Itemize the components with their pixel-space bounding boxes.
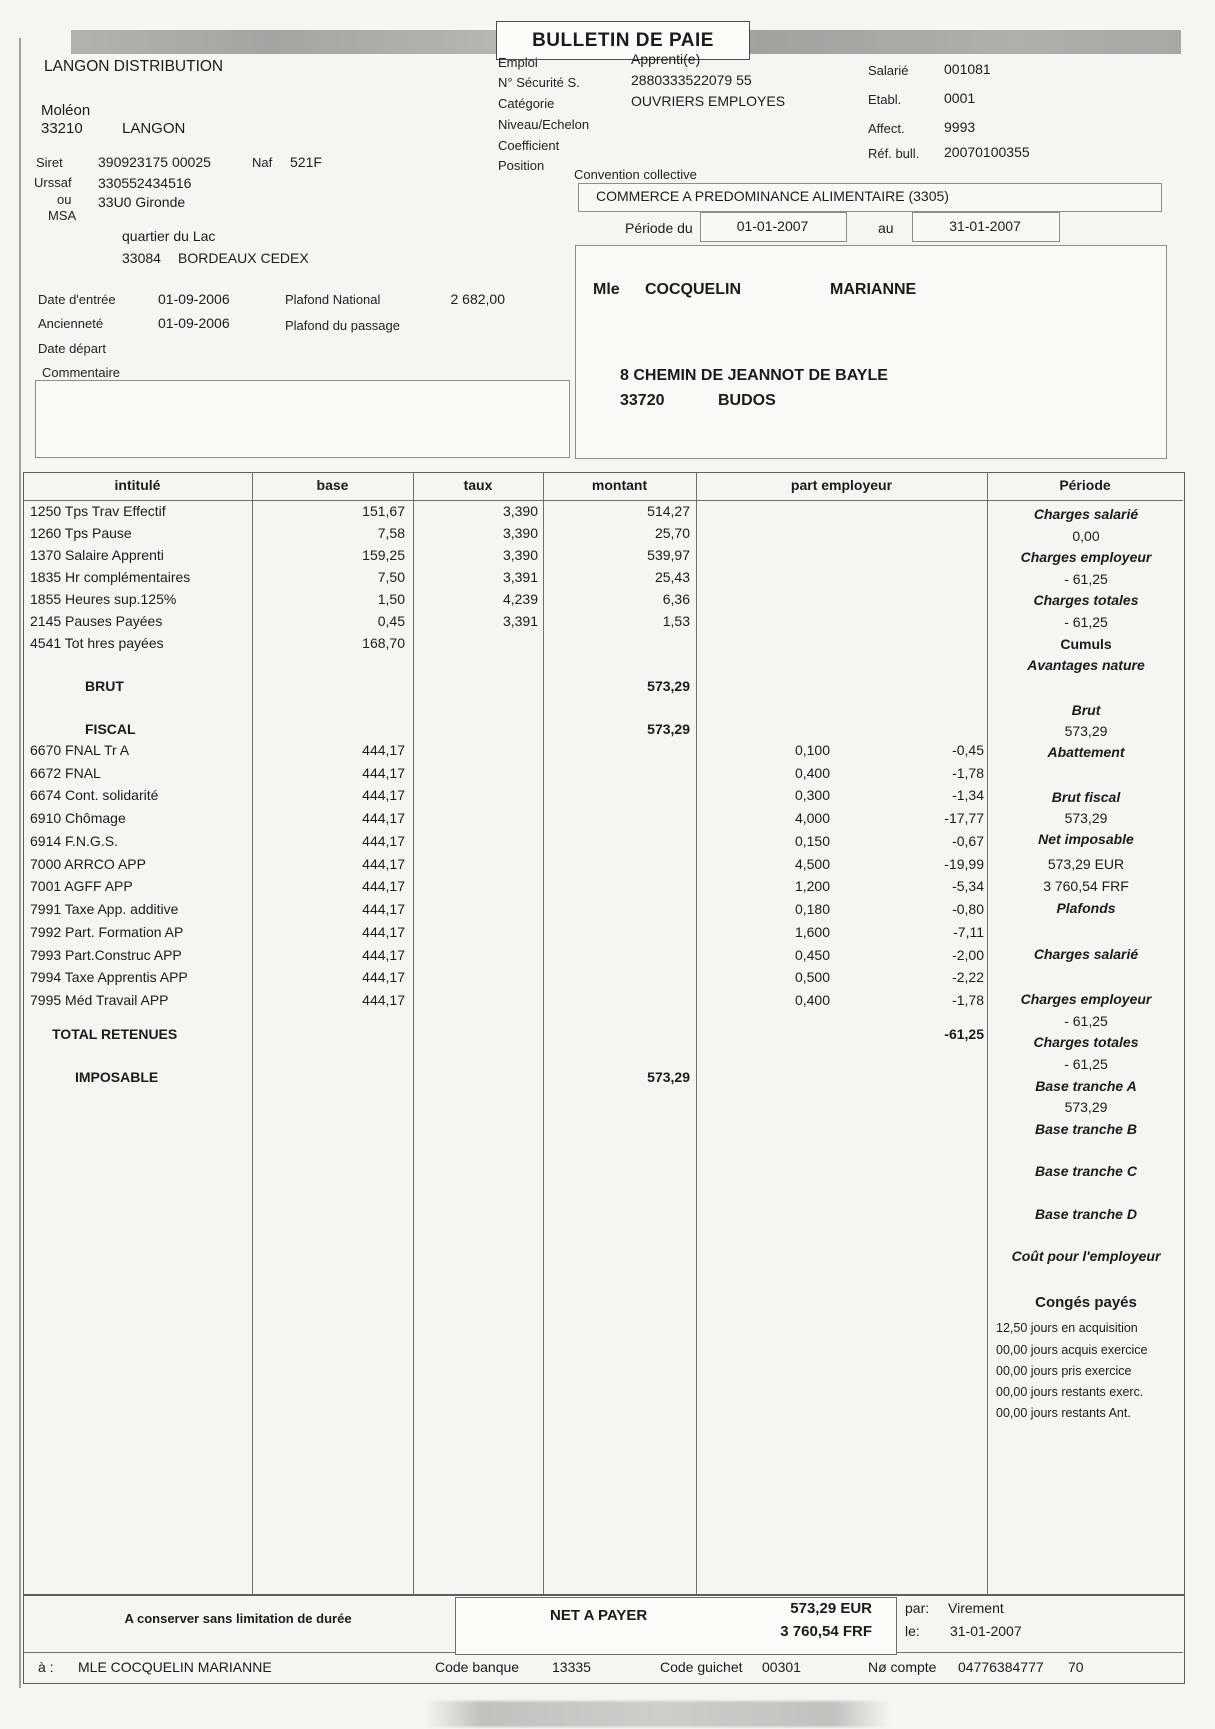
row-pe-montant: -1,34 <box>952 787 984 803</box>
periode-col-item: Cumuls <box>1060 636 1112 652</box>
commentaire-box <box>35 380 570 458</box>
periode-col-item: Plafonds <box>1056 900 1116 916</box>
row-pe-montant: -5,34 <box>952 878 984 894</box>
table-row <box>0 765 1215 784</box>
periode-col-item: - 61,25 <box>1064 571 1108 587</box>
code-guichet-label: Code guichet <box>660 1659 743 1675</box>
row-pe-montant: -7,11 <box>953 924 984 940</box>
row-base: 444,17 <box>362 901 405 917</box>
emploi-label: Emploi <box>498 55 538 70</box>
periode-col-item: Base tranche B <box>1035 1121 1137 1137</box>
urssaf-value: 330552434516 <box>98 175 192 191</box>
periode-col-item: 573,29 EUR <box>1047 856 1125 872</box>
siret-label: Siret <box>36 155 63 170</box>
row-pe-montant: -19,99 <box>944 856 984 872</box>
employer-name: LANGON DISTRIBUTION <box>44 58 224 75</box>
row-pe-montant: -0,80 <box>952 901 984 917</box>
row-pe-taux: 0,400 <box>794 765 830 781</box>
plafond-passage-label: Plafond du passage <box>285 318 400 333</box>
row-pe-montant: -17,77 <box>944 810 984 826</box>
row-label: 7994 Taxe Apprentis APP <box>30 969 188 985</box>
position-label: Position <box>498 158 545 173</box>
row-base: 444,17 <box>362 787 405 803</box>
office-city: BORDEAUX CEDEX <box>178 250 309 266</box>
row-label: 6914 F.N.G.S. <box>30 833 118 849</box>
row-pe-taux: 4,500 <box>794 856 830 872</box>
periode-col-item: Charges salarié <box>1033 946 1139 962</box>
row-pe-taux: 1,600 <box>794 924 830 940</box>
entree-value: 01-09-2006 <box>158 291 230 307</box>
convention-label: Convention collective <box>574 167 697 182</box>
periode-col-item: Abattement <box>1047 744 1125 760</box>
table-header-line <box>23 500 1183 501</box>
depart-label: Date départ <box>38 341 106 356</box>
employee-civility: Mle <box>593 281 620 298</box>
total-retenues-label: TOTAL RETENUES <box>52 1026 178 1042</box>
periode-col-item: 0,00 <box>1072 528 1100 544</box>
brut-montant: 573,29 <box>647 678 690 694</box>
periode-col-item: 3 760,54 FRF <box>1043 878 1129 894</box>
row-label: 6670 FNAL Tr A <box>30 742 130 758</box>
col-header-montant: montant <box>591 477 648 493</box>
par-label: par: <box>905 1600 930 1616</box>
row-base: 7,50 <box>377 569 405 585</box>
periode-col-item: - 61,25 <box>1064 1056 1108 1072</box>
row-montant: 539,97 <box>647 547 690 563</box>
row-montant: 25,70 <box>654 525 690 541</box>
row-base: 444,17 <box>362 742 405 758</box>
row-base: 444,17 <box>362 810 405 826</box>
employee-last-name: COCQUELIN <box>645 281 741 298</box>
periode-col-item: Avantages nature <box>1027 657 1145 673</box>
entree-label: Date d'entrée <box>38 292 116 307</box>
compte-cle-value: 70 <box>1068 1659 1084 1675</box>
par-value: Virement <box>948 1600 1004 1616</box>
row-label: 7001 AGFF APP <box>30 878 133 894</box>
periode-col-item: Base tranche C <box>1035 1163 1137 1179</box>
fiscal-montant: 573,29 <box>647 721 690 737</box>
row-base: 444,17 <box>362 992 405 1008</box>
periode-col-item: Coût pour l'employeur <box>1011 1248 1161 1264</box>
row-base: 444,17 <box>362 947 405 963</box>
periode-col-item: - 61,25 <box>1064 614 1108 630</box>
row-montant: 514,27 <box>647 503 690 519</box>
row-label: 6910 Chômage <box>30 810 126 826</box>
coefficient-label: Coefficient <box>498 138 560 153</box>
row-base: 444,17 <box>362 969 405 985</box>
etabl-value: 0001 <box>944 90 976 106</box>
niveau-label: Niveau/Echelon <box>498 117 590 132</box>
imposable-label: IMPOSABLE <box>75 1069 159 1085</box>
ref-bull-label: Réf. bull. <box>868 146 920 161</box>
periode-col-item: Brut fiscal <box>1051 789 1121 805</box>
row-pe-taux: 0,500 <box>794 969 830 985</box>
total-retenues-montant: -61,25 <box>944 1026 984 1042</box>
row-base: 444,17 <box>362 856 405 872</box>
fiscal-label: FISCAL <box>85 721 136 737</box>
row-pe-taux: 0,100 <box>794 742 830 758</box>
conges-line: 00,00 jours restants exerc. <box>996 1385 1144 1399</box>
le-value: 31-01-2007 <box>950 1623 1022 1639</box>
col-header-part-employeur: part employeur <box>790 477 893 493</box>
net-eur-value: 573,29 EUR <box>790 1600 872 1617</box>
emploi-value: Apprenti(e) <box>631 51 701 67</box>
employer-street: Moléon <box>41 102 91 119</box>
conges-line: 00,00 jours acquis exercice <box>996 1343 1148 1357</box>
col-header-taux: taux <box>463 477 493 493</box>
table-row <box>0 924 1215 943</box>
employee-city: BUDOS <box>718 392 776 409</box>
row-montant: 6,36 <box>662 591 690 607</box>
row-label: 4541 Tot hres payées <box>30 635 164 651</box>
row-pe-montant: -1,78 <box>952 765 984 781</box>
row-label: 1370 Salaire Apprenti <box>30 547 164 563</box>
periode-col-item: Charges salarié <box>1033 506 1139 522</box>
ou-label: ou <box>57 192 72 207</box>
urssaf-label: Urssaf <box>34 175 72 190</box>
periode-au-label: au <box>878 220 894 236</box>
row-montant: 25,43 <box>654 569 690 585</box>
salarie-label: Salarié <box>868 63 909 78</box>
anciennete-value: 01-09-2006 <box>158 315 230 331</box>
categorie-label: Catégorie <box>498 96 555 111</box>
a-label: à : <box>38 1659 54 1675</box>
office-street: quartier du Lac <box>122 228 216 244</box>
brut-row <box>0 678 1215 697</box>
row-pe-montant: -2,22 <box>952 969 984 985</box>
row-taux: 4,239 <box>502 591 538 607</box>
row-pe-taux: 0,300 <box>794 787 830 803</box>
row-taux: 3,391 <box>502 613 538 629</box>
row-pe-montant: -2,00 <box>952 947 984 963</box>
employee-first-name: MARIANNE <box>830 281 917 298</box>
employer-postal: 33210 <box>41 120 83 137</box>
periode-from-value: 01-01-2007 <box>736 218 809 234</box>
row-base: 444,17 <box>362 765 405 781</box>
row-label: 7995 Méd Travail APP <box>30 992 169 1008</box>
code-banque-label: Code banque <box>435 1659 520 1675</box>
row-base: 151,67 <box>362 503 405 519</box>
row-pe-montant: -0,45 <box>952 742 984 758</box>
row-base: 444,17 <box>362 878 405 894</box>
ref-bull-value: 20070100355 <box>944 144 1030 160</box>
periode-col-item: Base tranche A <box>1035 1078 1137 1094</box>
row-pe-taux: 0,400 <box>794 992 830 1008</box>
employee-address: 8 CHEMIN DE JEANNOT DE BAYLE <box>620 367 888 384</box>
row-base: 1,50 <box>377 591 405 607</box>
secu-label: N° Sécurité S. <box>498 75 580 90</box>
categorie-value: OUVRIERS EMPLOYES <box>631 93 786 109</box>
affect-label: Affect. <box>868 121 905 136</box>
periode-col-item: 573,29 <box>1064 810 1108 826</box>
naf-label: Naf <box>252 155 273 170</box>
row-pe-taux: 0,450 <box>794 947 830 963</box>
anciennete-label: Ancienneté <box>38 316 104 331</box>
table-row <box>0 969 1215 988</box>
conges-line: 00,00 jours restants Ant. <box>996 1406 1131 1420</box>
naf-value: 521F <box>290 154 322 170</box>
conges-line: 12,50 jours en acquisition <box>996 1321 1138 1335</box>
row-taux: 3,390 <box>502 547 538 563</box>
row-label: 1250 Tps Trav Effectif <box>30 503 166 519</box>
row-base: 444,17 <box>362 833 405 849</box>
row-base: 7,58 <box>377 525 405 541</box>
row-montant: 1,53 <box>662 613 690 629</box>
office-postal: 33084 <box>122 250 161 266</box>
etabl-label: Etabl. <box>868 92 902 107</box>
net-label: NET A PAYER <box>550 1607 648 1624</box>
row-taux: 3,390 <box>502 525 538 541</box>
compte-value: 04776384777 <box>958 1659 1044 1675</box>
page-title: BULLETIN DE PAIE <box>532 29 714 51</box>
brut-label: BRUT <box>85 678 124 694</box>
scan-smudge <box>425 1701 890 1727</box>
periode-col-item: 573,29 <box>1064 723 1108 739</box>
row-pe-montant: -1,78 <box>952 992 984 1008</box>
row-label: 7992 Part. Formation AP <box>30 924 184 940</box>
convention-value: COMMERCE A PREDOMINANCE ALIMENTAIRE (3305) <box>596 188 949 204</box>
periode-col-item: Charges employeur <box>1020 991 1152 1007</box>
row-base: 168,70 <box>362 635 405 651</box>
conges-payes-title: Congés payés <box>1035 1294 1137 1311</box>
code-guichet-value: 00301 <box>762 1659 801 1675</box>
periode-col-item: Charges totales <box>1033 1034 1139 1050</box>
row-label: 6672 FNAL <box>30 765 101 781</box>
imposable-montant: 573,29 <box>647 1069 690 1085</box>
keep-notice: A conserver sans limitation de durée <box>124 1611 352 1626</box>
row-label: 7991 Taxe App. additive <box>30 901 179 917</box>
employer-city: LANGON <box>122 120 186 137</box>
row-base: 0,45 <box>377 613 405 629</box>
periode-to-value: 31-01-2007 <box>949 218 1021 234</box>
row-label: 1835 Hr complémentaires <box>30 569 191 585</box>
siret-value: 390923175 00025 <box>98 154 211 170</box>
col-header-periode: Période <box>1059 477 1111 493</box>
periode-col-item: Net imposable <box>1038 831 1134 847</box>
row-label: 7993 Part.Construc APP <box>30 947 182 963</box>
periode-du-label: Période du <box>625 220 693 236</box>
periode-col-item: Brut <box>1071 702 1101 718</box>
periode-col-item: 573,29 <box>1064 1099 1108 1115</box>
periode-col-item: - 61,25 <box>1064 1013 1108 1029</box>
periode-col-item: Charges totales <box>1033 592 1139 608</box>
commentaire-label: Commentaire <box>42 365 121 380</box>
row-taux: 3,390 <box>502 503 538 519</box>
secu-value: 2880333522079 55 <box>631 72 752 88</box>
net-frf-value: 3 760,54 FRF <box>780 1623 872 1640</box>
periode-col-item: Charges employeur <box>1020 549 1152 565</box>
row-label: 1260 Tps Pause <box>30 525 132 541</box>
col-header-intitule: intitulé <box>114 477 161 493</box>
row-label: 7000 ARRCO APP <box>30 856 146 872</box>
employee-postal: 33720 <box>620 392 665 409</box>
affect-value: 9993 <box>944 119 976 135</box>
row-pe-taux: 4,000 <box>794 810 830 826</box>
employee-box <box>575 245 1167 459</box>
urssaf-line2: 33U0 Gironde <box>98 194 186 210</box>
row-taux: 3,391 <box>502 569 538 585</box>
row-base: 159,25 <box>362 547 405 563</box>
row-pe-taux: 0,180 <box>794 901 830 917</box>
plafond-national-label: Plafond National <box>285 292 381 307</box>
row-label: 6674 Cont. solidarité <box>30 787 159 803</box>
plafond-national-value: 2 682,00 <box>450 291 505 307</box>
row-pe-montant: -0,67 <box>952 833 984 849</box>
compte-label: Nø compte <box>868 1659 937 1675</box>
msa-label: MSA <box>48 208 77 223</box>
periode-col-item: Base tranche D <box>1035 1206 1137 1222</box>
row-pe-taux: 1,200 <box>794 878 830 894</box>
le-label: le: <box>905 1623 920 1639</box>
payee-name: MLE COCQUELIN MARIANNE <box>78 1659 272 1675</box>
row-label: 2145 Pauses Payées <box>30 613 163 629</box>
conges-line: 00,00 jours pris exercice <box>996 1364 1132 1378</box>
salarie-value: 001081 <box>944 61 991 77</box>
row-label: 1855 Heures sup.125% <box>30 591 177 607</box>
row-pe-taux: 0,150 <box>794 833 830 849</box>
row-base: 444,17 <box>362 924 405 940</box>
col-header-base: base <box>316 477 349 493</box>
code-banque-value: 13335 <box>552 1659 591 1675</box>
